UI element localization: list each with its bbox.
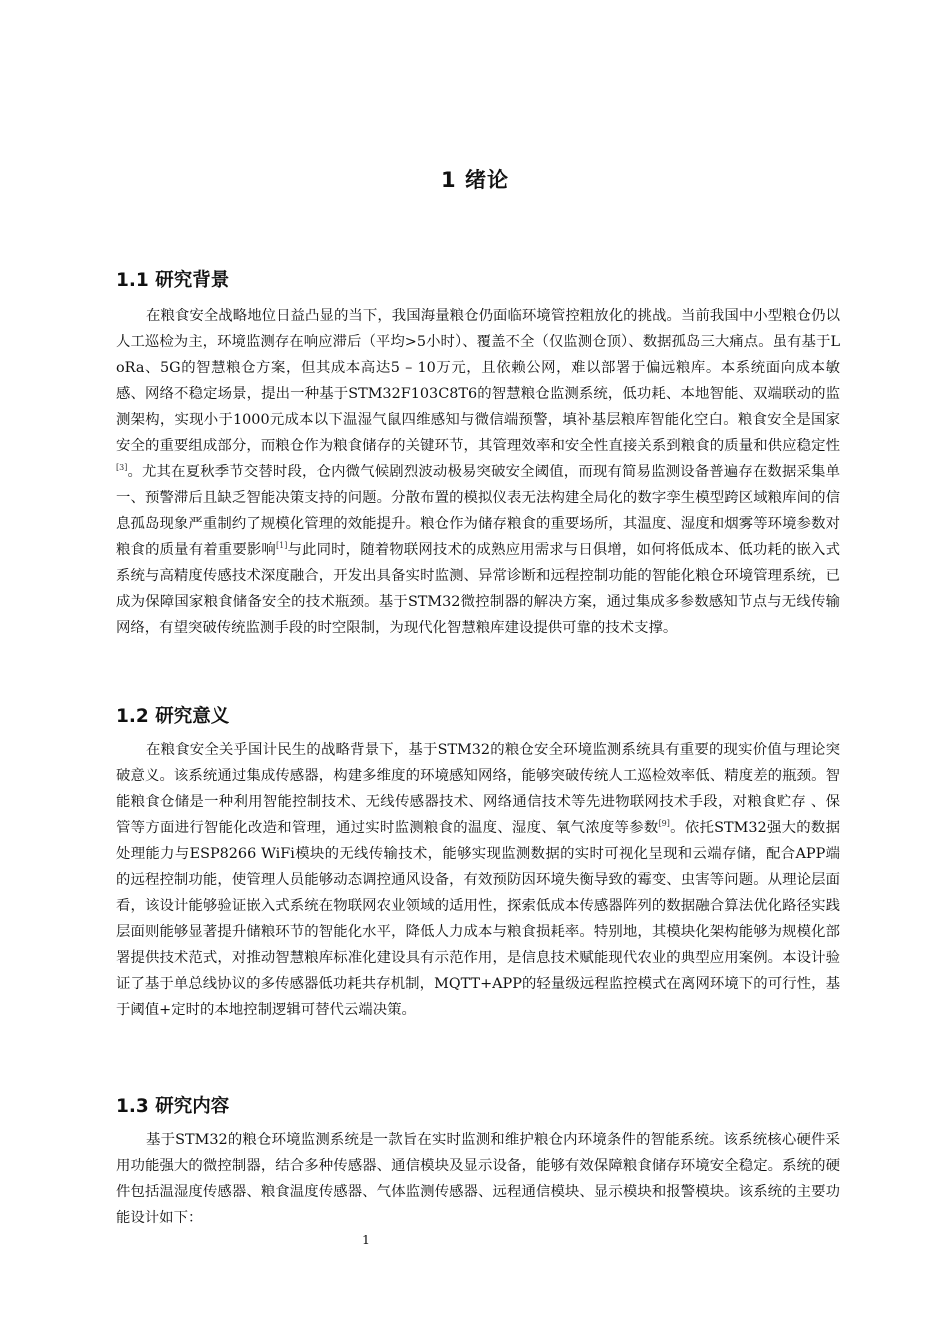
page-number: 1 bbox=[362, 1232, 370, 1247]
paragraph-text: 。尤其在夏秋季节交替时段，仓内微气候剧烈波动极易突破安全阈值，而现有简易监测设备普遍存在数据采集单一、预警滞后且缺乏智能决策支持的问题。分散布置的模拟仪表无法构建全局化的数字孪生模型跨区域粮库间的信息孤岛现象严重制约了规模化管理的效能提升。粮仓作为储存粮食的重要场所，其温度、湿度和烟雾等环境参数对粮食的质量有着重要影响 bbox=[116, 464, 840, 558]
section-heading-1-1: 1.1 研究背景 bbox=[116, 270, 230, 291]
paragraph-text: 基于STM32的粮仓环境监测系统是一款旨在实时监测和维护粮仓内环境条件的智能系统。该系统核心硬件采用功能强大的微控制器，结合多种传感器、通信模块及显示设备，能够有效保障粮食储存环境安全稳定。系统的硬件包括温湿度传感器、粮食温度传感器、气体监测传感器、远程通信模块、显示模块和报警模块。该系统的主要功能设计如下： bbox=[116, 1132, 840, 1226]
section-1-2-paragraph bbox=[116, 737, 840, 1023]
paragraph-text: 在粮食安全关乎国计民生的战略背景下，基于STM32的粮仓安全环境监测系统具有重要的现实价值与理论突破意义。该系统通过集成传感器，构建多维度的环境感知网络，能够突破传统人工巡检效率低、精度差的瓶颈。智能粮食仓储是一种利用智能控制技术、无线传感器技术、网络通信技术等先进物联网技术手段，对粮食贮存 、保管等方面进行智能化改造和管理，通过实时监测粮食的温度、湿度、氧气浓度等参数 bbox=[116, 742, 840, 836]
citation-ref[interactable]: [3] bbox=[116, 463, 128, 472]
chapter-title: 1 绪论 bbox=[441, 168, 509, 192]
section-heading-1-2: 1.2 研究意义 bbox=[116, 706, 230, 727]
citation-ref[interactable]: [9] bbox=[658, 819, 670, 828]
citation-ref[interactable]: [1] bbox=[275, 541, 288, 550]
paragraph-text: 在粮食安全战略地位日益凸显的当下，我国海量粮仓仍面临环境管控粗放化的挑战。当前我国中小型粮仓仍以人工巡检为主，环境监测存在响应滞后（平均>5小时）、覆盖不全（仅监测仓顶）、数据孤岛三大痛点。虽有基于LoRa、5G的智慧粮仓方案，但其成本高达5 – 10万元，且依赖公网，难以部署于偏远粮库。本系统面向成本敏感、网络不稳定场景，提出一种基于STM32F103C8T6的智慧粮仓监测系统，低功耗、本地智能、双端联动的监测架构，实现小于1000元成本以下温湿气鼠四维感知与微信端预警，填补基层粮库智能化空白。粮食安全是国家安全的重要组成部分，而粮仓作为粮食储存的关键环节，其管理效率和安全性直接关系到粮食的质量和供应稳定性 bbox=[116, 308, 840, 454]
paragraph-text: 与此同时，随着物联网技术的成熟应用需求与日俱增，如何将低成本、低功耗的嵌入式系统与高精度传感技术深度融合，开发出具备实时监测、异常诊断和远程控制功能的智能化粮仓环境管理系统，已成为保障国家粮食储备安全的技术瓶颈。基于STM32微控制器的解决方案，通过集成多参数感知节点与无线传输网络，有望突破传统监测手段的时空限制，为现代化智慧粮库建设提供可靠的技术支撑。 bbox=[116, 542, 840, 636]
section-1-3-paragraph bbox=[116, 1127, 840, 1231]
paragraph-text: 。依托STM32强大的数据处理能力与ESP8266 WiFi模块的无线传输技术，能够实现监测数据的实时可视化呈现和云端存储，配合APP端的远程控制功能，使管理人员能够动态调控通风设备，有效预防因环境失衡导致的霉变、虫害等问题。从理论层面看，该设计能够验证嵌入式系统在物联网农业领域的适用性，探索低成本传感器阵列的数据融合算法优化路径实践层面则能够显著提升储粮环节的智能化水平，降低人力成本与粮食损耗率。特别地，其模块化架构能够为规模化部署提供技术范式，对推动智慧粮库标准化建设具有示范作用，是信息技术赋能现代农业的典型应用案例。本设计验证了基于单总线协议的多传感器低功耗共存机制，MQTT+APP的轻量级远程监控模式在离网环境下的可行性，基于阈值+定时的本地控制逻辑可替代云端决策。 bbox=[116, 820, 840, 1018]
section-heading-1-3: 1.3 研究内容 bbox=[116, 1096, 230, 1117]
section-1-1-paragraph bbox=[116, 303, 840, 641]
